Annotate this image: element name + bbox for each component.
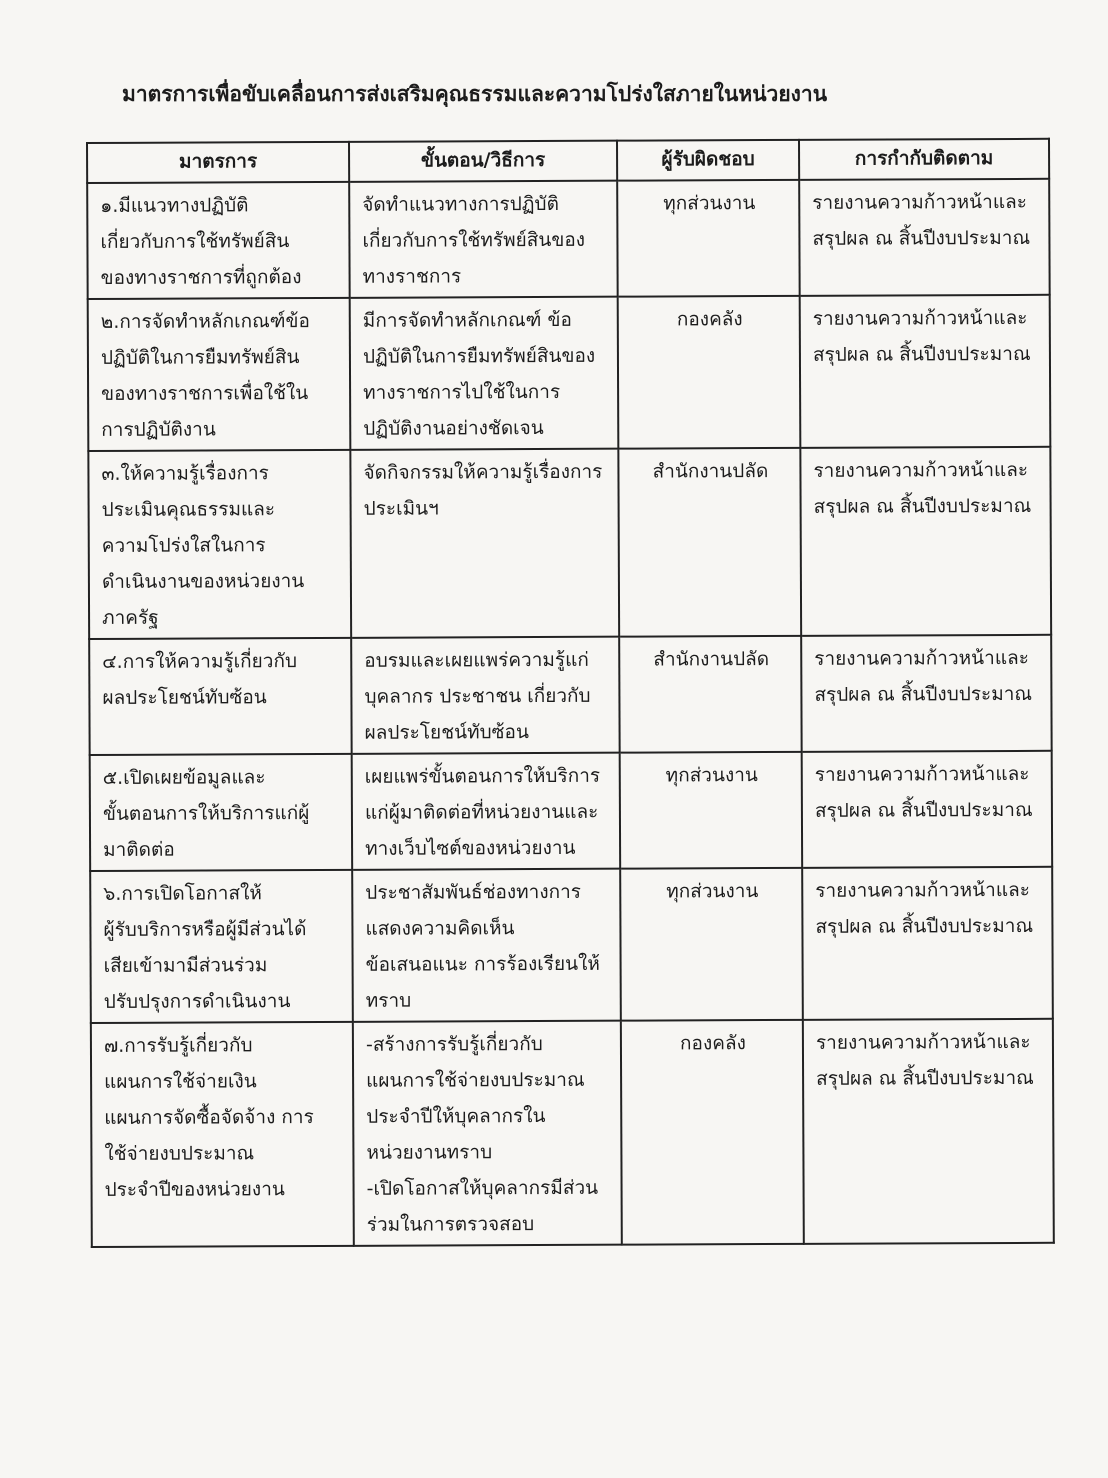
cell-line: จัดกิจกรรมให้ความรู้เรื่องการ xyxy=(363,460,603,484)
cell-line: ปฏิบัติงานอย่างชัดเจน xyxy=(363,417,544,440)
table-row xyxy=(88,447,1051,639)
cell-line: แผนการใช้จ่ายงบประมาณ xyxy=(366,1068,585,1092)
monitoring-cell xyxy=(802,751,1053,868)
cell-line: -เปิดโอกาสให้บุคลากรมีส่วน xyxy=(366,1176,599,1200)
cell-line: กองคลัง xyxy=(679,1032,746,1055)
table-row xyxy=(90,867,1053,1023)
cell-line: สรุปผล ณ สิ้นปีงบประมาณ xyxy=(815,914,1034,938)
cell-line: ปฏิบัติในการยืมทรัพย์สิน xyxy=(100,346,300,369)
monitoring-cell xyxy=(800,447,1051,636)
cell-line: รายงานความก้าวหน้าและ xyxy=(815,1030,1031,1054)
header-measure: มาตรการ xyxy=(87,142,349,183)
measure-cell xyxy=(88,298,351,451)
cell-line: ประเมินฯ xyxy=(363,497,439,520)
header-procedure: ขั้นตอน/วิธีการ xyxy=(349,141,617,182)
cell-line: รายงานความก้าวหน้าและ xyxy=(814,762,1030,786)
cell-line: ประจำปีของหน่วยงาน xyxy=(104,1178,285,1201)
measure-cell xyxy=(87,182,350,299)
table-row xyxy=(91,1019,1054,1247)
cell-line: เสียเข้ามามีส่วนร่วม xyxy=(103,954,268,977)
responsible-cell xyxy=(620,868,803,1021)
table-row xyxy=(89,635,1051,755)
cell-line: จัดทำแนวทางการปฏิบัติ xyxy=(362,192,559,216)
responsible-cell xyxy=(620,752,803,869)
cell-line: หน่วยงานทราบ xyxy=(366,1141,493,1164)
cell-line: เกี่ยวกับการใช้ทรัพย์สิน xyxy=(100,230,290,253)
cell-line: ขั้นตอนการให้บริการแก่ผู้ xyxy=(102,802,310,825)
cell-line: ร่วมในการตรวจสอบ xyxy=(366,1213,535,1236)
cell-line: ดำเนินงานของหน่วยงาน xyxy=(101,570,305,593)
cell-line: -สร้างการรับรู้เกี่ยวกับ xyxy=(365,1033,543,1056)
cell-line: ทางราชการไปใช้ในการ xyxy=(363,380,561,404)
cell-line: ทุกส่วนงาน xyxy=(665,764,758,787)
cell-line: เผยแพร่ขั้นตอนการให้บริการ xyxy=(364,764,601,788)
procedure-cell xyxy=(350,449,619,638)
cell-line: ๓.ให้ความรู้เรื่องการ xyxy=(101,462,269,485)
cell-line: สรุปผล ณ สิ้นปีงบประมาณ xyxy=(816,1066,1034,1090)
cell-line: ๔.การให้ความรู้เกี่ยวกับ xyxy=(102,650,298,673)
cell-line: ปรับปรุงการดำเนินงาน xyxy=(103,990,291,1013)
procedure-cell xyxy=(352,753,621,870)
table-header-row xyxy=(87,139,1049,183)
responsible-cell xyxy=(618,448,801,637)
header-responsible: ผู้รับผิดชอบ xyxy=(617,140,799,181)
cell-line: รายงานความก้าวหน้าและ xyxy=(813,458,1029,482)
table-row xyxy=(90,751,1052,871)
table-row xyxy=(87,179,1049,299)
cell-line: การปฏิบัติงาน xyxy=(101,418,216,441)
monitoring-cell xyxy=(802,867,1053,1020)
cell-line: แผนการจัดซื้อจัดจ้าง การ xyxy=(104,1106,314,1129)
cell-line: ความโปร่งใสในการ xyxy=(101,534,266,557)
cell-line: สำนักงานปลัด xyxy=(653,648,770,671)
procedure-cell xyxy=(353,1021,622,1246)
cell-line: ภาครัฐ xyxy=(102,606,159,629)
measures-table xyxy=(86,138,1055,1248)
cell-line: ทราบ xyxy=(365,989,412,1012)
measure-cell xyxy=(89,638,352,755)
measure-cell xyxy=(90,870,353,1023)
cell-line: ประชาสัมพันธ์ช่องทางการ xyxy=(365,880,582,904)
cell-line: ผลประโยชน์ทับซ้อน xyxy=(102,686,267,709)
cell-line: สรุปผล ณ สิ้นปีงบประมาณ xyxy=(814,798,1033,822)
responsible-cell xyxy=(617,180,800,297)
cell-line: ทุกส่วนงาน xyxy=(663,192,756,215)
cell-line: แสดงความคิดเห็น xyxy=(365,917,515,940)
cell-line: ผลประโยชน์ทับซ้อน xyxy=(364,721,529,744)
responsible-cell xyxy=(619,636,802,753)
cell-line: ๕.เปิดเผยข้อมูลและ xyxy=(102,766,266,789)
cell-line: ทุกส่วนงาน xyxy=(666,880,759,903)
cell-line: ของทางราชการที่ถูกต้อง xyxy=(100,266,302,289)
document-title: มาตรการเพื่อขับเคลื่อนการส่งเสริมคุณธรรมและความโปร่งใสภายในหน่วยงาน xyxy=(122,82,828,106)
cell-line: ๗.การรับรู้เกี่ยวกับ xyxy=(103,1034,253,1057)
procedure-cell xyxy=(350,297,619,450)
cell-line: สรุปผล ณ สิ้นปีงบประมาณ xyxy=(813,494,1032,518)
procedure-cell xyxy=(349,181,618,298)
cell-line: อบรมและเผยแพร่ความรู้แก่ xyxy=(364,648,589,672)
cell-line: ใช้จ่ายงบประมาณ xyxy=(104,1142,255,1165)
monitoring-cell xyxy=(799,179,1050,296)
cell-line: สรุปผล ณ สิ้นปีงบประมาณ xyxy=(812,342,1031,366)
table-row xyxy=(88,295,1051,451)
cell-line: ข้อเสนอแนะ การร้องเรียนให้ xyxy=(365,952,600,976)
cell-line: รายงานความก้าวหน้าและ xyxy=(815,878,1030,902)
procedure-cell xyxy=(351,637,620,754)
cell-line: ผู้รับบริการหรือผู้มีส่วนได้ xyxy=(103,918,307,941)
cell-line: ประจำปีให้บุคลากรใน xyxy=(366,1105,546,1128)
cell-line: ของทางราชการเพื่อใช้ใน xyxy=(101,382,309,405)
cell-line: สรุปผล ณ สิ้นปีงบประมาณ xyxy=(814,682,1033,706)
cell-line: สำนักงานปลัด xyxy=(652,460,769,483)
procedure-cell xyxy=(352,869,621,1022)
monitoring-cell xyxy=(800,295,1051,448)
cell-line: ทางเว็บไซต์ของหน่วยงาน xyxy=(365,836,576,860)
cell-line: รายงานความก้าวหน้าและ xyxy=(812,306,1028,330)
monitoring-cell xyxy=(801,635,1052,752)
cell-line: เกี่ยวกับการใช้ทรัพย์สินของ xyxy=(362,228,586,252)
cell-line: มาติดต่อ xyxy=(103,838,175,861)
measure-cell xyxy=(90,754,353,871)
cell-line: ประเมินคุณธรรมและ xyxy=(101,498,276,521)
measure-cell xyxy=(91,1022,354,1247)
cell-line: มีการจัดทำหลักเกณฑ์ ข้อ xyxy=(362,308,572,332)
cell-line: รายงานความก้าวหน้าและ xyxy=(814,646,1029,670)
responsible-cell xyxy=(621,1020,804,1245)
cell-line: กองคลัง xyxy=(676,308,743,331)
responsible-cell xyxy=(618,296,801,449)
cell-line: ๒.การจัดทำหลักเกณฑ์ข้อ xyxy=(100,310,310,333)
measure-cell xyxy=(88,450,351,639)
cell-line: ๑.มีแนวทางปฏิบัติ xyxy=(100,194,249,217)
monitoring-cell xyxy=(803,1019,1054,1244)
cell-line: บุคลากร ประชาชน เกี่ยวกับ xyxy=(364,684,591,708)
header-monitoring: การกำกับติดตาม xyxy=(799,139,1049,180)
cell-line: ๖.การเปิดโอกาสให้ xyxy=(103,882,262,905)
cell-line: ทางราชการ xyxy=(362,265,462,288)
cell-line: ปฏิบัติในการยืมทรัพย์สินของ xyxy=(362,344,596,368)
cell-line: สรุปผล ณ สิ้นปีงบประมาณ xyxy=(812,226,1031,250)
cell-line: รายงานความก้าวหน้าและ xyxy=(812,190,1027,214)
cell-line: แผนการใช้จ่ายเงิน xyxy=(104,1070,257,1093)
cell-line: แก่ผู้มาติดต่อที่หน่วยงานและ xyxy=(364,800,599,824)
